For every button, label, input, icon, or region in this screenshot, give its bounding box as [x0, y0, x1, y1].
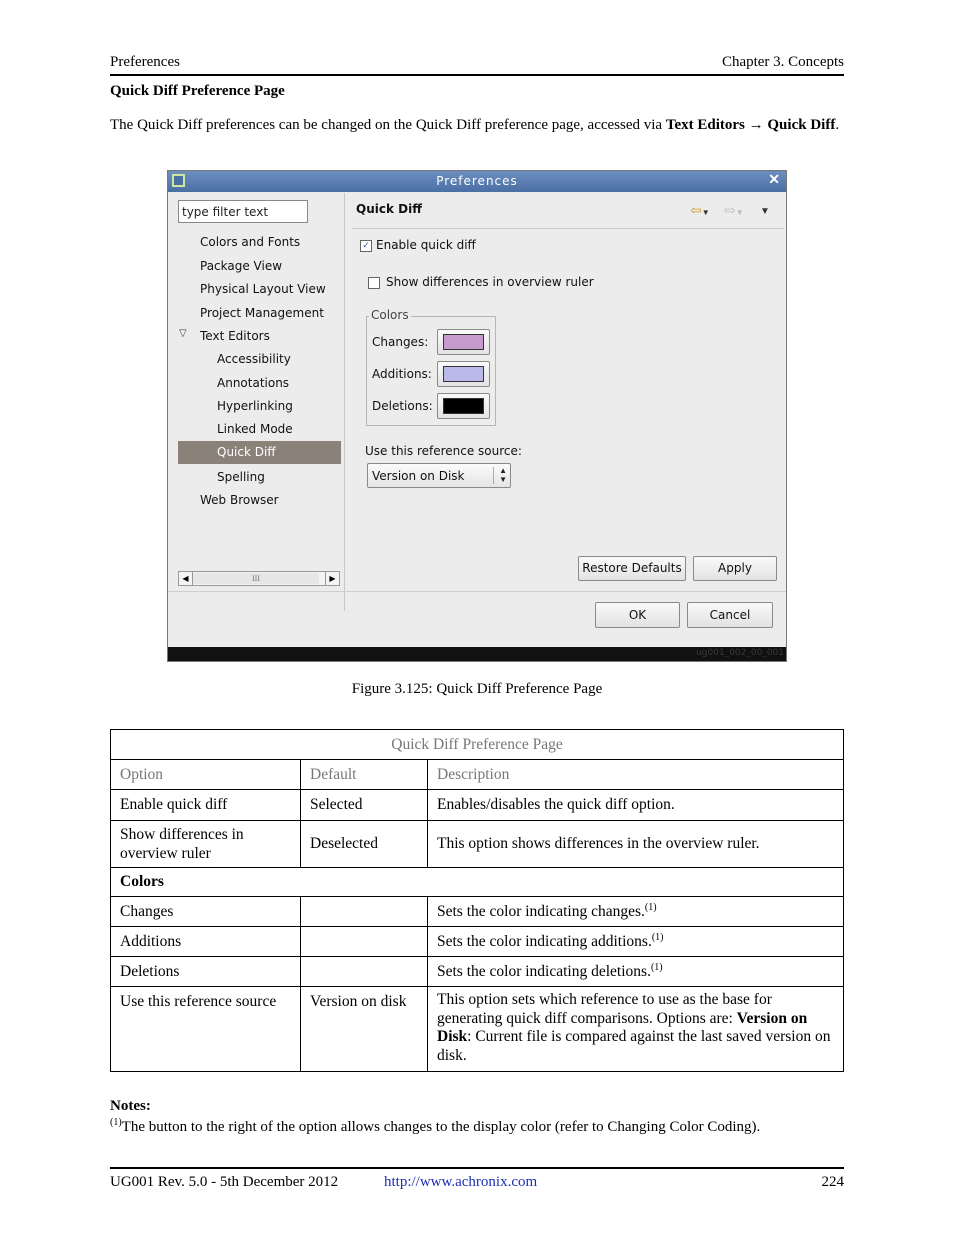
- figure-caption: Figure 3.125: Quick Diff Preference Page: [351, 681, 603, 697]
- select-spinner-icon: ▲ ▼: [499, 466, 507, 484]
- additions-color-swatch: [443, 366, 484, 382]
- deletions-color-swatch: [443, 398, 484, 414]
- additions-label: Additions:: [372, 367, 432, 381]
- quick-diff-table: [110, 729, 844, 1072]
- changes-label: Changes:: [372, 335, 429, 349]
- scroll-right-icon[interactable]: ▶: [325, 572, 339, 585]
- close-icon[interactable]: ✕: [768, 173, 780, 188]
- ok-button[interactable]: OK: [595, 602, 680, 628]
- footer-doc-id: UG001 Rev. 5.0 - 5th December 2012: [110, 1174, 339, 1190]
- changes-color-swatch: [443, 334, 484, 350]
- deletions-color-button[interactable]: [437, 393, 490, 419]
- running-header-right: Chapter 3. Concepts: [721, 54, 844, 70]
- window-title: Preferences: [436, 174, 518, 188]
- notes-text: $^{(1)}$The button to the right of the option allows changes to the display color (refer to Changing Color Coding).: [110, 1117, 761, 1135]
- tree-item-physical-layout-view[interactable]: Physical Layout View: [200, 282, 326, 296]
- reference-source-label: Use this reference source:: [365, 444, 522, 458]
- header-rule: [110, 74, 844, 76]
- apply-button[interactable]: Apply: [693, 556, 777, 581]
- expand-triangle-icon[interactable]: ▽: [179, 328, 187, 339]
- tree-item-accessibility[interactable]: Accessibility: [217, 352, 291, 366]
- table-title: Quick Diff Preference Page: [111, 730, 844, 760]
- tree-item-linked-mode[interactable]: Linked Mode: [217, 422, 293, 436]
- tree-item-annotations[interactable]: Annotations: [217, 376, 290, 390]
- table-row: Enable quick diff Selected Enables/disables the quick diff option.: [111, 790, 844, 821]
- show-differences-label: Show differences in overview ruler: [386, 275, 594, 289]
- footer-rule: [110, 1167, 844, 1169]
- table-row: Deletions Sets the color indicating deletions.$^{(1)}$: [111, 957, 844, 987]
- tree-item-text-editors[interactable]: Text Editors: [200, 329, 270, 343]
- scroll-thumb[interactable]: III: [193, 573, 319, 584]
- pane-divider: [344, 193, 345, 611]
- tree-item-spelling[interactable]: Spelling: [217, 470, 265, 484]
- tree-item-project-management[interactable]: Project Management: [200, 306, 324, 320]
- table-row: Show differences in overview ruler Deselected This option shows differences in the overview ruler.: [111, 821, 844, 868]
- changes-color-button[interactable]: [437, 329, 490, 355]
- section-title: Quick Diff Preference Page: [110, 83, 285, 99]
- table-row: Additions Sets the color indicating additions.$^{(1)}$: [111, 927, 844, 957]
- tree-horizontal-scrollbar[interactable]: [178, 571, 340, 586]
- show-differences-checkbox[interactable]: [368, 277, 380, 289]
- filter-input[interactable]: type filter text: [178, 200, 308, 223]
- running-header-left: Preferences: [110, 54, 180, 70]
- reference-source-select[interactable]: Version on Disk ▲ ▼: [367, 463, 511, 488]
- notes-title: Notes:: [110, 1098, 151, 1114]
- tree-item-package-view[interactable]: Package View: [200, 259, 283, 273]
- tree-item-web-browser[interactable]: Web Browser: [200, 493, 279, 507]
- cancel-button[interactable]: Cancel: [687, 602, 773, 628]
- tree-item-hyperlinking[interactable]: Hyperlinking: [217, 399, 293, 413]
- tree-item-quick-diff-selected[interactable]: Quick Diff: [178, 441, 341, 464]
- view-menu-icon[interactable]: ▼: [760, 206, 770, 217]
- title-separator: [352, 228, 784, 229]
- colors-group-label: Colors: [371, 308, 409, 322]
- table-row: Use this reference source Version on disk This option sets which reference to use as the base for generating quick diff comparisons. Options are: Version on Disk: Current file is compared against the last saved version on disk.: [111, 987, 844, 1072]
- screenshot-bottom-bar: ug001_002_00_001: [168, 647, 786, 661]
- additions-color-button[interactable]: [437, 361, 490, 387]
- back-arrow-icon[interactable]: ⇦▼: [690, 204, 710, 219]
- footer-page-number: 224: [821, 1174, 844, 1190]
- scroll-left-icon[interactable]: ◀: [179, 572, 193, 585]
- forward-arrow-icon[interactable]: ⇨▼: [724, 204, 744, 219]
- page-title: Quick Diff: [356, 202, 422, 216]
- button-bar-separator: [168, 591, 786, 592]
- col-header-default: Default: [301, 760, 428, 790]
- intro-paragraph: The Quick Diff preferences can be changed on the Quick Diff preference page, accessed via Text Editors → Quick Diff.: [110, 117, 840, 133]
- tree-item-colors-and-fonts[interactable]: Colors and Fonts: [200, 235, 301, 249]
- footer-link[interactable]: http://www.achronix.com: [384, 1174, 538, 1190]
- table-row-colors-heading: Colors: [111, 868, 844, 897]
- restore-defaults-button[interactable]: Restore Defaults: [578, 556, 686, 581]
- table-row: Changes Sets the color indicating changes.$^{(1)}$: [111, 897, 844, 927]
- enable-quick-diff-checkbox[interactable]: ✓: [360, 240, 372, 252]
- window-titlebar: [168, 171, 786, 192]
- preferences-window-screenshot: [167, 170, 787, 662]
- col-header-option: Option: [111, 760, 301, 790]
- col-header-description: Description: [428, 760, 844, 790]
- enable-quick-diff-label: Enable quick diff: [376, 238, 476, 252]
- deletions-label: Deletions:: [372, 399, 433, 413]
